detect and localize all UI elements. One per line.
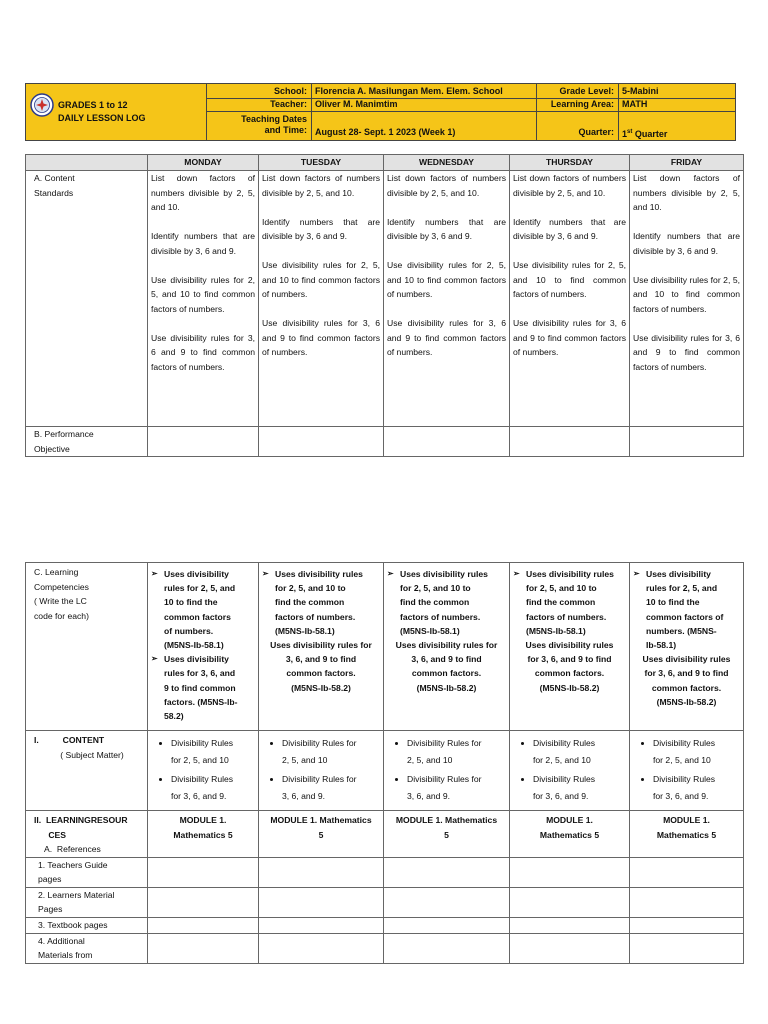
competency-item: ➢ Uses divisibility rules for 2, 5, and 10 to find the common factors of numbers. (M5NS-Ib-58.1): [151, 567, 255, 652]
row-label-performance-objective: B. Performance Objective: [26, 427, 148, 457]
content-sublabel: ( Subject Matter): [34, 749, 124, 760]
arrow-bullet-icon: ➢: [151, 569, 158, 578]
competency-item: ➢ Uses divisibility rules for 2, 5, and 10 to find the common factors of numbers. (M5NS-Ib-58.1): [387, 567, 506, 638]
blank-header: [26, 155, 148, 171]
competencies-cell-thursday: [510, 563, 630, 731]
empty-cell: [148, 857, 259, 887]
arrow-bullet-icon: ➢: [633, 569, 640, 578]
content-item: • Divisibility Rules for 2, 5, and 10: [407, 735, 506, 768]
empty-cell: [510, 427, 630, 457]
content-item: • Divisibility Rules for 2, 5, and 10: [171, 735, 255, 768]
row-label-teachers-guide: 1. Teachers Guide pages: [26, 857, 148, 887]
school-label: School:: [274, 86, 307, 96]
empty-cell: [630, 427, 744, 457]
row-label-learners-material: 2. Learners Material Pages: [26, 887, 148, 917]
additional-materials-row: [26, 933, 744, 963]
learners-material-row: [26, 887, 744, 917]
row-label-additional-materials: 4. Additional Materials from: [26, 933, 148, 963]
arrow-bullet-icon: ➢: [387, 569, 394, 578]
area-label: Learning Area:: [550, 99, 614, 109]
resources-label: II. LEARNINGRESOUR CES: [34, 815, 128, 840]
competencies-table: [25, 562, 744, 964]
standards-cell-tuesday: List down factors of numbers divisible by 2, 5, and 10. Identify numbers that are divisible by 3, 6 and 9. Use divisibility rules for 2, 5, and 10 to find common factors of numbers. Use divisibility rules for 3, 6 and 9 to find common factors of numbers.: [259, 171, 384, 427]
arrow-bullet-icon: ➢: [151, 654, 158, 664]
row-label-content-standards: A. Content Standards: [26, 171, 148, 427]
empty-cell: [148, 887, 259, 917]
resources-cell-wednesday: MODULE 1. Mathematics 5: [384, 811, 510, 858]
competencies-cell-tuesday: [259, 563, 384, 731]
performance-objective-row: [26, 427, 744, 457]
competency-item: ➢ Uses divisibility rules for 3, 6, and 9 to find common factors. (M5NS-Ib- 58.2): [151, 652, 255, 723]
teacher-label: Teacher:: [270, 99, 307, 109]
empty-cell: [259, 427, 384, 457]
quarter-value: 1st Quarter: [622, 129, 668, 139]
content-item: • Divisibility Rules for 3, 6, and 9.: [653, 771, 740, 804]
learning-resources-row: [26, 811, 744, 858]
competencies-cell-wednesday: [384, 563, 510, 731]
teachers-guide-row: [26, 857, 744, 887]
empty-cell: [630, 887, 744, 917]
content-cell-friday: [630, 731, 744, 811]
school-value: Florencia A. Masilungan Mem. Elem. School: [315, 86, 503, 96]
standards-cell-monday: List down factors of numbers divisible by 2, 5, and 10. Identify numbers that are divisible by 3, 6 and 9. Use divisibility rules for 2, 5, and 10 to find common factors of numbers. Use divisibility rules for 3, 6 and 9 to find common factors of numbers.: [148, 171, 259, 427]
empty-cell: [630, 933, 744, 963]
empty-cell: [384, 933, 510, 963]
competency-item: ➢ Uses divisibility rules for 2, 5, and 10 to find the common factors of numbers. (M5NS- Ib-58.1): [633, 567, 740, 652]
deped-seal-icon: [30, 93, 54, 117]
day-header: WEDNESDAY: [384, 155, 510, 171]
teacher-value: Oliver M. Manimtim: [315, 99, 398, 109]
empty-cell: [148, 917, 259, 933]
empty-cell: [259, 887, 384, 917]
content-standards-table: [25, 154, 744, 457]
content-item: • Divisibility Rules for 2, 5, and 10: [533, 735, 626, 768]
empty-cell: [384, 857, 510, 887]
standards-cell-thursday: List down factors of numbers divisible by 2, 5, and 10. Identify numbers that are divisible by 3, 6 and 9. Use divisibility rules for 2, 5, and 10 to find common factors of numbers. Use divisibility rules for 3, 6 and 9 to find common factors of numbers.: [510, 171, 630, 427]
content-cell-wednesday: [384, 731, 510, 811]
content-label: I. CONTENT: [34, 735, 105, 745]
row-label-learning-competencies: C. Learning Competencies ( Write the LC code for each): [26, 563, 148, 731]
resources-cell-friday: MODULE 1. Mathematics 5: [630, 811, 744, 858]
content-row: [26, 731, 744, 811]
content-item: • Divisibility Rules for 2, 5, and 10: [282, 735, 380, 768]
competency-text: Uses divisibility rules for 3, 6, and 9 to find common factors. (M5NS-Ib-58.2): [270, 640, 372, 693]
content-standards-row: [26, 171, 744, 427]
competency-item: ➢ Uses divisibility rules for 2, 5, and 10 to find the common factors of numbers. (M5NS-Ib-58.1): [262, 567, 380, 638]
textbook-pages-row: [26, 917, 744, 933]
quarter-label: Quarter:: [578, 127, 614, 137]
standards-cell-wednesday: List down factors of numbers divisible by 2, 5, and 10. Identify numbers that are divisible by 3, 6 and 9. Use divisibility rules for 2, 5, and 10 to find common factors of numbers. Use divisibility rules for 3, 6 and 9 to find common factors of numbers.: [384, 171, 510, 427]
resources-cell-monday: MODULE 1. Mathematics 5: [148, 811, 259, 858]
day-header: TUESDAY: [259, 155, 384, 171]
content-item: • Divisibility Rules for 3, 6, and 9.: [171, 771, 255, 804]
area-value: MATH: [622, 99, 648, 109]
empty-cell: [259, 933, 384, 963]
competency-text: Uses divisibility rules for 3, 6, and 9 to find common factors. (M5NS-Ib-58.2): [395, 640, 498, 693]
arrow-bullet-icon: ➢: [513, 569, 520, 578]
standards-cell-friday: List down factors of numbers divisible by 2, 5, and 10. Identify numbers that are divisible by 3, 6 and 9. Use divisibility rules for 2, 5, and 10 to find common factors of numbers. Use divisibility rules for 3, 6 and 9 to find common factors of numbers.: [630, 171, 744, 427]
content-cell-tuesday: [259, 731, 384, 811]
row-label-textbook-pages: 3. Textbook pages: [26, 917, 148, 933]
content-cell-thursday: [510, 731, 630, 811]
competency-item: ➢ Uses divisibility rules for 2, 5, and 10 to find the common factors of numbers. (M5NS-Ib-58.1): [513, 567, 626, 638]
empty-cell: [510, 933, 630, 963]
learning-competencies-row: [26, 563, 744, 731]
empty-cell: [630, 857, 744, 887]
resources-cell-thursday: MODULE 1. Mathematics 5: [510, 811, 630, 858]
dates-value: August 28- Sept. 1 2023 (Week 1): [315, 127, 456, 137]
resources-cell-tuesday: MODULE 1. Mathematics 5: [259, 811, 384, 858]
empty-cell: [148, 427, 259, 457]
day-header: MONDAY: [148, 155, 259, 171]
empty-cell: [384, 917, 510, 933]
page-title: GRADES 1 to 12 DAILY LESSON LOG: [58, 100, 146, 123]
competencies-cell-monday: [148, 563, 259, 731]
content-item: • Divisibility Rules for 3, 6, and 9.: [407, 771, 506, 804]
day-header: FRIDAY: [630, 155, 744, 171]
grade-value: 5-Mabini: [622, 86, 659, 96]
competency-text: Uses divisibility rules for 3, 6, and 9 to find common factors. (M5NS-Ib-58.2): [642, 654, 731, 707]
day-header: THURSDAY: [510, 155, 630, 171]
empty-cell: [259, 857, 384, 887]
day-header-row: [26, 155, 744, 171]
competency-text: Uses divisibility rules for 3, 6, and 9 to find common factors. (M5NS-Ib-58.2): [525, 640, 614, 693]
competencies-cell-friday: [630, 563, 744, 731]
content-item: • Divisibility Rules for 3, 6, and 9.: [282, 771, 380, 804]
empty-cell: [630, 917, 744, 933]
row-label-content: [26, 731, 148, 811]
empty-cell: [384, 887, 510, 917]
references-label: A. References: [44, 844, 101, 854]
dates-label: Teaching Dates and Time:: [241, 114, 307, 135]
empty-cell: [259, 917, 384, 933]
grade-label: Grade Level:: [559, 86, 614, 96]
lesson-log-header: [25, 83, 736, 141]
content-item: • Divisibility Rules for 3, 6, and 9.: [533, 771, 626, 804]
empty-cell: [510, 857, 630, 887]
content-item: • Divisibility Rules for 2, 5, and 10: [653, 735, 740, 768]
empty-cell: [148, 933, 259, 963]
row-label-learning-resources: [26, 811, 148, 858]
empty-cell: [510, 887, 630, 917]
content-cell-monday: [148, 731, 259, 811]
arrow-bullet-icon: ➢: [262, 569, 269, 578]
empty-cell: [510, 917, 630, 933]
empty-cell: [384, 427, 510, 457]
